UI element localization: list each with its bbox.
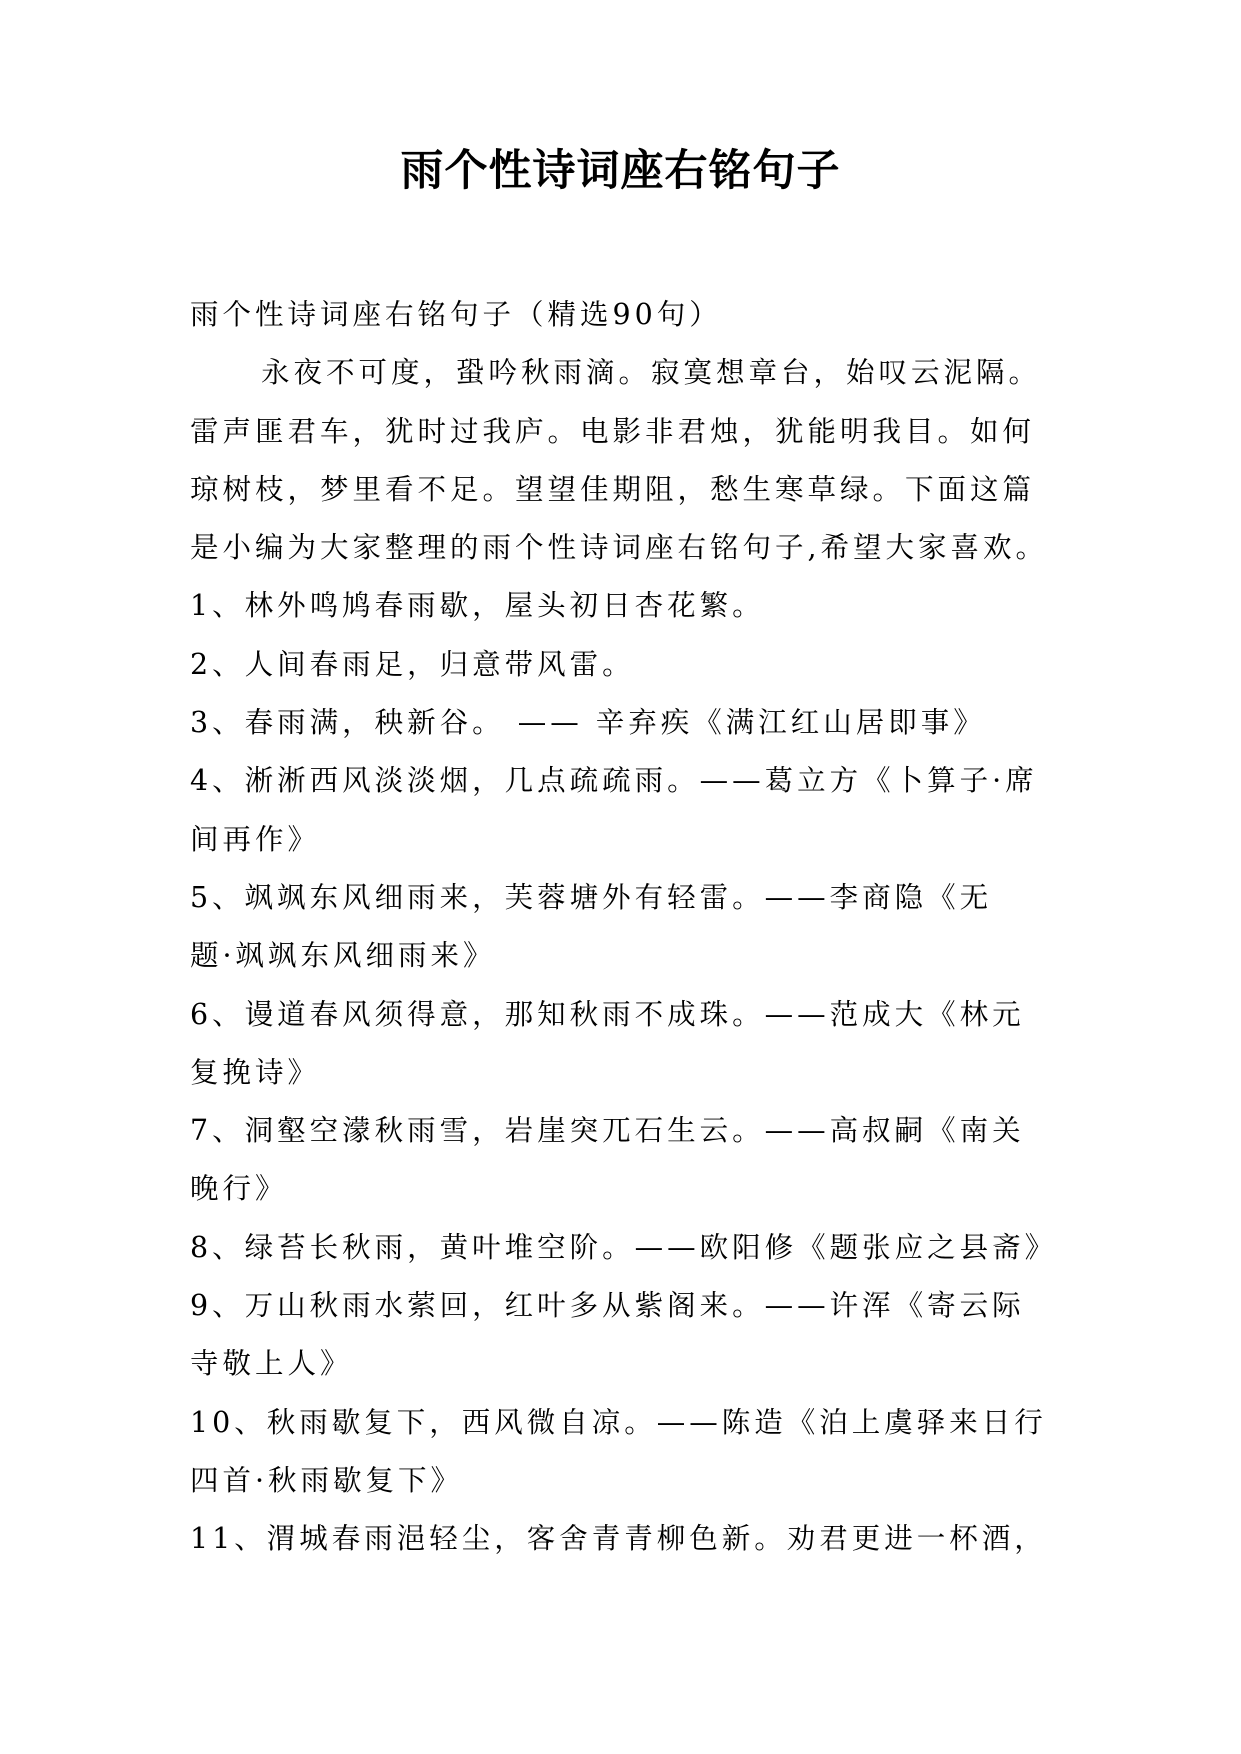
- quote-line: 间再作》: [190, 822, 321, 856]
- quote-line: 寺敬上人》: [190, 1347, 353, 1381]
- quote-line: 1、林外鸣鸠春雨歇，屋头初日杏花繁。: [190, 589, 765, 623]
- quote-line: 3、春雨满，秧新谷。 —— 辛弃疾《满江红山居即事》: [190, 706, 986, 740]
- intro-line: 雷声匪君车，犹时过我庐。电影非君烛，犹能明我目。如何: [190, 414, 1036, 448]
- quote-line: 4、淅淅西风淡淡烟，几点疏疏雨。——葛立方《卜算子·席: [190, 764, 1038, 798]
- quote-line: 晚行》: [190, 1172, 288, 1206]
- intro-line: 永夜不可度，蛩吟秋雨滴。寂寞想章台，始叹云泥隔。: [261, 356, 1042, 390]
- quote-line: 复挽诗》: [190, 1055, 321, 1089]
- document-title: 雨个性诗词座右铭句子: [400, 146, 841, 196]
- quote-line: 9、万山秋雨水萦回，红叶多从紫阁来。——许浑《寄云际: [190, 1289, 1025, 1323]
- quote-line: 11、渭城春雨浥轻尘，客舍青青柳色新。劝君更进一杯酒，: [190, 1522, 1047, 1556]
- quote-line: 10、秋雨歇复下，西风微自凉。——陈造《泊上虞驿来日行: [190, 1405, 1047, 1439]
- quote-line: 四首·秋雨歇复下》: [190, 1463, 464, 1497]
- quote-line: 5、飒飒东风细雨来，芙蓉塘外有轻雷。——李商隐《无: [190, 880, 993, 914]
- quote-line: 8、绿苔长秋雨，黄叶堆空阶。——欧阳修《题张应之县斋》: [190, 1230, 1058, 1264]
- intro-line: 琼树枝，梦里看不足。望望佳期阻，愁生寒草绿。下面这篇: [190, 472, 1036, 506]
- quote-line: 2、人间春雨足，归意带风雷。: [190, 647, 635, 681]
- quote-line: 6、谩道春风须得意，那知秋雨不成珠。——范成大《林元: [190, 997, 1025, 1031]
- quote-line: 题·飒飒东风细雨来》: [190, 939, 496, 973]
- quote-line: 7、洞壑空濛秋雨雪，岩崖突兀石生云。——高叔嗣《南关: [190, 1114, 1025, 1148]
- subtitle-line: 雨个性诗词座右铭句子（精选90句）: [190, 298, 722, 331]
- intro-line: 是小编为大家整理的雨个性诗词座右铭句子,希望大家喜欢。: [190, 531, 1049, 565]
- document-body: [190, 286, 1080, 1569]
